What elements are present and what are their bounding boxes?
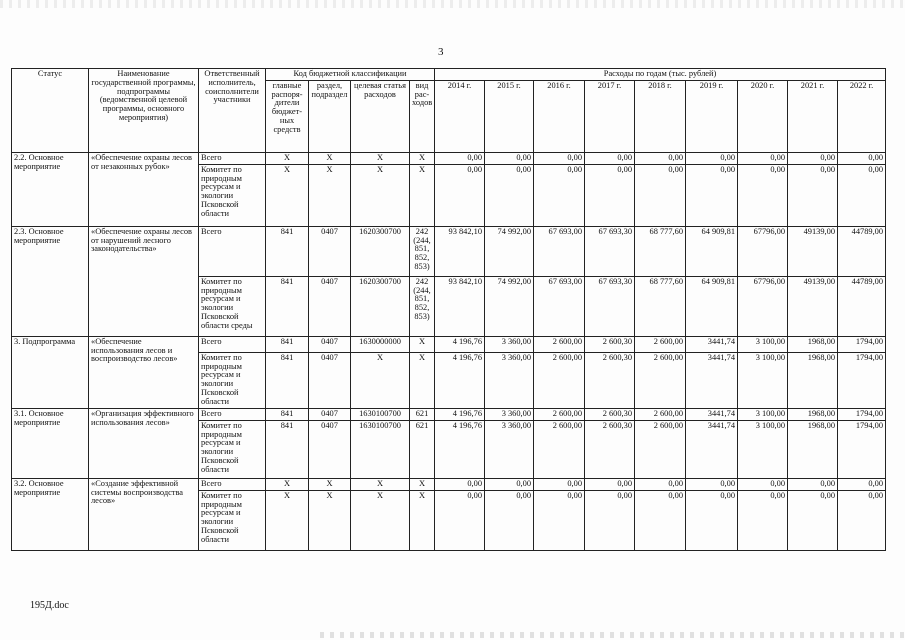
type-cell: 242 (244, 851, 852, 853): [410, 276, 435, 336]
expense-value: 0,00: [788, 478, 838, 490]
expense-value: 2 600,30: [585, 408, 635, 420]
expense-value: 49139,00: [788, 226, 838, 276]
section-cell: 0407: [309, 408, 351, 420]
expense-value: 67796,00: [738, 276, 788, 336]
header-year: 2014 г.: [435, 80, 485, 152]
name-cell: «Обеспечение использования лесов и воспроизводство лесов»: [89, 336, 199, 408]
expense-value: 3441,74: [686, 420, 738, 478]
expense-value: 0,00: [435, 478, 485, 490]
section-cell: Х: [309, 490, 351, 550]
expense-value: 0,00: [838, 164, 886, 226]
expense-value: 67 693,00: [534, 276, 585, 336]
target-cell: 1630100700: [351, 420, 410, 478]
expense-value: 2 600,30: [585, 352, 635, 408]
expense-value: 0,00: [435, 490, 485, 550]
grbs-cell: 841: [266, 226, 309, 276]
expense-value: 0,00: [585, 490, 635, 550]
type-cell: Х: [410, 352, 435, 408]
header-type: вид рас- ходов: [410, 80, 435, 152]
target-cell: 1620300700: [351, 226, 410, 276]
expense-value: 2 600,30: [585, 336, 635, 352]
grbs-cell: Х: [266, 152, 309, 164]
expense-value: 0,00: [738, 490, 788, 550]
expense-value: 74 992,00: [485, 276, 534, 336]
executor-cell: Всего: [199, 408, 266, 420]
grbs-cell: Х: [266, 164, 309, 226]
expense-value: 3 360,00: [485, 420, 534, 478]
executor-cell: Всего: [199, 152, 266, 164]
target-cell: 1620300700: [351, 276, 410, 336]
expense-value: 2 600,00: [534, 336, 585, 352]
table-header: [12, 69, 886, 153]
expense-value: 3 360,00: [485, 336, 534, 352]
page-number: 3: [438, 46, 444, 58]
header-name: Наименование государственной программы, подпрограммы (ведомственной целевой программы, основного мероприятия): [89, 69, 199, 153]
file-name: 195Д.doc: [30, 600, 69, 611]
expense-value: 93 842,10: [435, 226, 485, 276]
expense-value: 3441,74: [686, 352, 738, 408]
executor-cell: Комитет по природным ресурсам и экологии Псковской области: [199, 490, 266, 550]
executor-cell: Всего: [199, 226, 266, 276]
expense-value: 0,00: [635, 152, 686, 164]
expense-value: 3 360,00: [485, 352, 534, 408]
status-cell: 3.2. Основное мероприятие: [12, 478, 89, 550]
header-year: 2022 г.: [838, 80, 886, 152]
table-body: [12, 152, 886, 550]
target-cell: Х: [351, 352, 410, 408]
expense-value: 2 600,00: [635, 420, 686, 478]
type-cell: Х: [410, 152, 435, 164]
header-status: Статус: [12, 69, 89, 153]
expense-value: 0,00: [635, 478, 686, 490]
table-row: [12, 408, 886, 420]
type-cell: 621: [410, 408, 435, 420]
expense-value: 0,00: [788, 152, 838, 164]
expense-value: 2 600,00: [534, 352, 585, 408]
header-year: 2017 г.: [585, 80, 635, 152]
header-year: 2018 г.: [635, 80, 686, 152]
header-section: раздел, подраздел: [309, 80, 351, 152]
expense-value: 3 100,00: [738, 336, 788, 352]
expense-value: 0,00: [838, 490, 886, 550]
executor-cell: Комитет по природным ресурсам и экологии Псковской области: [199, 164, 266, 226]
expense-value: 3 100,00: [738, 352, 788, 408]
expense-value: 0,00: [435, 164, 485, 226]
executor-cell: Всего: [199, 336, 266, 352]
scan-artifact-bottom: [320, 632, 905, 638]
expense-value: 93 842,10: [435, 276, 485, 336]
type-cell: 242 (244, 851, 852, 853): [410, 226, 435, 276]
expense-value: 0,00: [585, 164, 635, 226]
name-cell: «Организация эффективного использования лесов»: [89, 408, 199, 478]
header-grbs: главные распоря- дители бюджет- ных средств: [266, 80, 309, 152]
expense-value: 0,00: [585, 478, 635, 490]
expense-value: 1968,00: [788, 336, 838, 352]
expense-value: 0,00: [485, 164, 534, 226]
name-cell: «Обеспечение охраны лесов от незаконных рубок»: [89, 152, 199, 226]
expense-value: 0,00: [534, 152, 585, 164]
expense-value: 0,00: [635, 164, 686, 226]
expense-value: 0,00: [788, 164, 838, 226]
expense-value: 0,00: [485, 152, 534, 164]
target-cell: Х: [351, 164, 410, 226]
expense-value: 1968,00: [788, 352, 838, 408]
grbs-cell: 841: [266, 352, 309, 408]
expense-value: 0,00: [686, 490, 738, 550]
expense-value: 67 693,00: [534, 226, 585, 276]
expense-value: 2 600,00: [635, 336, 686, 352]
expense-value: 0,00: [686, 152, 738, 164]
header-year: 2019 г.: [686, 80, 738, 152]
expense-value: 44789,00: [838, 276, 886, 336]
expense-value: 67796,00: [738, 226, 788, 276]
expense-value: 0,00: [534, 490, 585, 550]
expense-value: 0,00: [435, 152, 485, 164]
section-cell: 0407: [309, 226, 351, 276]
section-cell: Х: [309, 164, 351, 226]
name-cell: «Создание эффективной системы воспроизводства лесов»: [89, 478, 199, 550]
executor-cell: Комитет по природным ресурсам и экологии Псковской области: [199, 420, 266, 478]
section-cell: 0407: [309, 276, 351, 336]
expense-value: 0,00: [738, 152, 788, 164]
section-cell: 0407: [309, 420, 351, 478]
expense-value: 0,00: [686, 164, 738, 226]
section-cell: Х: [309, 478, 351, 490]
expense-value: 2 600,00: [534, 420, 585, 478]
header-expenses: Расходы по годам (тыс. рублей): [435, 69, 886, 81]
expense-value: 0,00: [534, 478, 585, 490]
header-year: 2020 г.: [738, 80, 788, 152]
expense-value: 3 360,00: [485, 408, 534, 420]
expense-value: 2 600,00: [635, 408, 686, 420]
expense-value: 0,00: [738, 478, 788, 490]
expense-value: 1794,00: [838, 408, 886, 420]
expense-value: 1794,00: [838, 336, 886, 352]
table-row: [12, 478, 886, 490]
grbs-cell: 841: [266, 276, 309, 336]
target-cell: Х: [351, 478, 410, 490]
header-target: целевая статья расходов: [351, 80, 410, 152]
expense-value: 3 100,00: [738, 420, 788, 478]
target-cell: 1630100700: [351, 408, 410, 420]
name-cell: «Обеспечение охраны лесов от нарушений лесного законодательства»: [89, 226, 199, 336]
expense-value: 0,00: [485, 478, 534, 490]
expense-value: 0,00: [738, 164, 788, 226]
grbs-cell: Х: [266, 490, 309, 550]
expense-value: 3441,74: [686, 408, 738, 420]
expense-value: 2 600,00: [635, 352, 686, 408]
status-cell: 2.3. Основное мероприятие: [12, 226, 89, 336]
executor-cell: Комитет по природным ресурсам и экологии Псковской области: [199, 352, 266, 408]
header-executor: Ответственный исполнитель, соисполнители участники: [199, 69, 266, 153]
expense-value: 49139,00: [788, 276, 838, 336]
grbs-cell: 841: [266, 336, 309, 352]
target-cell: Х: [351, 490, 410, 550]
expense-value: 4 196,76: [435, 352, 485, 408]
section-cell: 0407: [309, 352, 351, 408]
table-row: [12, 336, 886, 352]
expense-value: 68 777,60: [635, 276, 686, 336]
type-cell: Х: [410, 478, 435, 490]
expense-value: 0,00: [788, 490, 838, 550]
expense-value: 0,00: [635, 490, 686, 550]
header-year: 2021 г.: [788, 80, 838, 152]
header-year: 2016 г.: [534, 80, 585, 152]
expense-value: 1968,00: [788, 408, 838, 420]
executor-cell: Комитет по природным ресурсам и экологии Псковской области среды: [199, 276, 266, 336]
expense-value: 74 992,00: [485, 226, 534, 276]
type-cell: Х: [410, 164, 435, 226]
expense-value: 4 196,76: [435, 420, 485, 478]
expense-value: 0,00: [485, 490, 534, 550]
expense-value: 3441,74: [686, 336, 738, 352]
target-cell: Х: [351, 152, 410, 164]
header-budget-code: Код бюджетной классификации: [266, 69, 435, 81]
type-cell: Х: [410, 336, 435, 352]
expense-value: 4 196,76: [435, 336, 485, 352]
expense-value: 44789,00: [838, 226, 886, 276]
status-cell: 3. Подпрограмма: [12, 336, 89, 408]
expense-value: 3 100,00: [738, 408, 788, 420]
expense-value: 67 693,30: [585, 276, 635, 336]
header-year: 2015 г.: [485, 80, 534, 152]
expense-value: 1968,00: [788, 420, 838, 478]
target-cell: 1630000000: [351, 336, 410, 352]
expense-value: 64 909,81: [686, 276, 738, 336]
expense-value: 67 693,30: [585, 226, 635, 276]
expense-value: 0,00: [585, 152, 635, 164]
expense-value: 0,00: [534, 164, 585, 226]
executor-cell: Всего: [199, 478, 266, 490]
budget-table: [11, 68, 886, 551]
section-cell: 0407: [309, 336, 351, 352]
table-row: [12, 152, 886, 164]
expense-value: 4 196,76: [435, 408, 485, 420]
type-cell: Х: [410, 490, 435, 550]
expense-value: 0,00: [838, 478, 886, 490]
expense-value: 64 909,81: [686, 226, 738, 276]
expense-value: 1794,00: [838, 420, 886, 478]
expense-value: 1794,00: [838, 352, 886, 408]
expense-value: 2 600,00: [534, 408, 585, 420]
grbs-cell: 841: [266, 420, 309, 478]
table-row: [12, 226, 886, 276]
scan-artifact-top: [0, 0, 905, 8]
expense-value: 2 600,30: [585, 420, 635, 478]
grbs-cell: Х: [266, 478, 309, 490]
section-cell: Х: [309, 152, 351, 164]
expense-value: 68 777,60: [635, 226, 686, 276]
grbs-cell: 841: [266, 408, 309, 420]
expense-value: 0,00: [686, 478, 738, 490]
status-cell: 3.1. Основное мероприятие: [12, 408, 89, 478]
status-cell: 2.2. Основное мероприятие: [12, 152, 89, 226]
expense-value: 0,00: [838, 152, 886, 164]
type-cell: 621: [410, 420, 435, 478]
